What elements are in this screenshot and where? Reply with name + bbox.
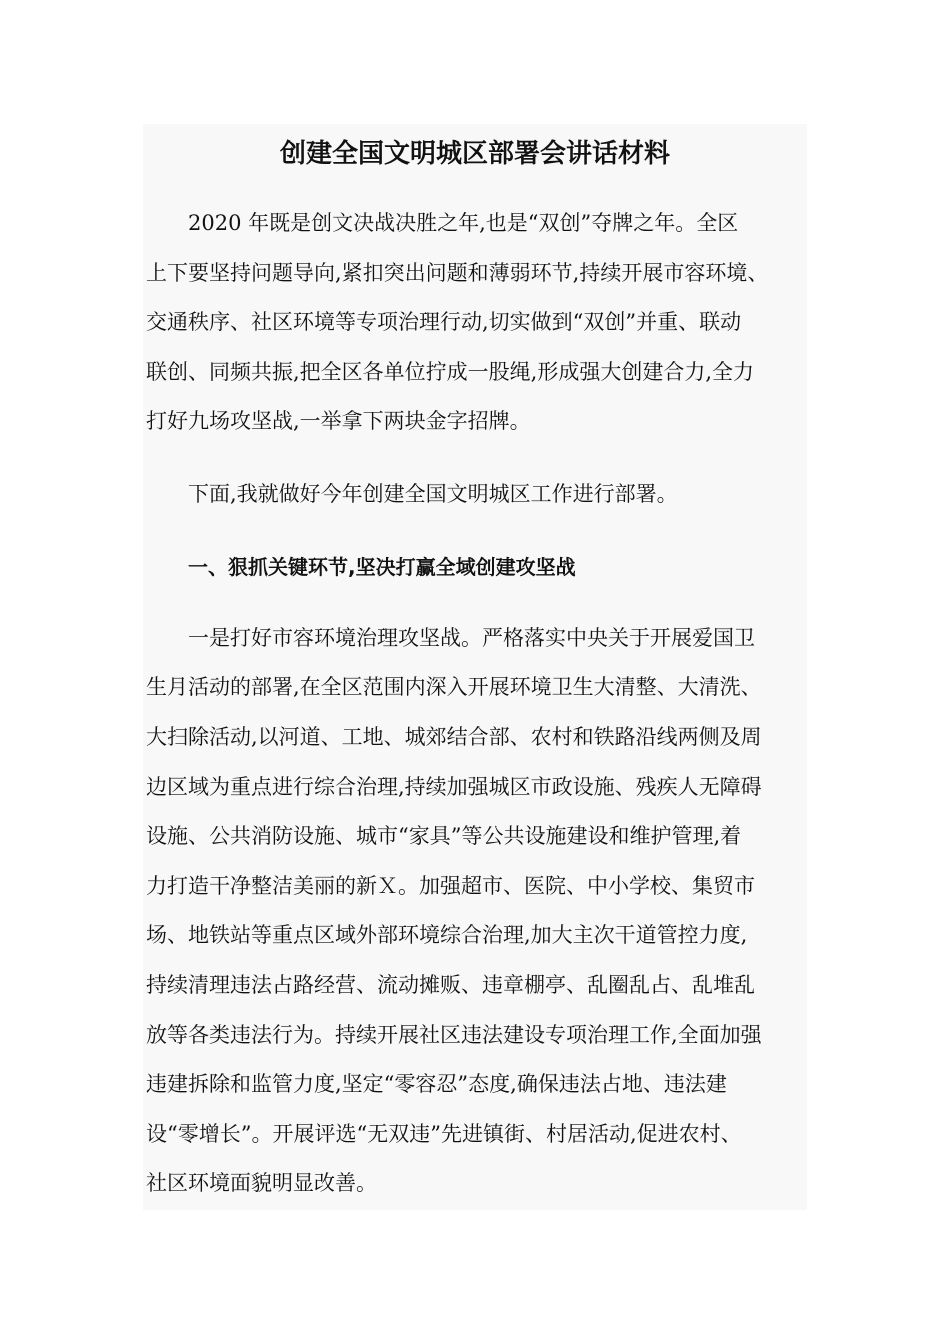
paragraph-1-line-2: 上下要坚持问题导向,紧扣突出问题和薄弱环节,持续开展市容环境、 bbox=[146, 261, 769, 285]
paragraph-3-line-9: 放等各类违法行为。持续开展社区违法建设专项治理工作,全面加强 bbox=[146, 1023, 762, 1047]
paragraph-3-line-7: 场、地铁站等重点区域外部环境综合治理,加大主次干道管控力度, bbox=[146, 923, 748, 947]
paragraph-3-line-3: 大扫除活动,以河道、工地、城郊结合部、农村和铁路沿线两侧及周 bbox=[146, 725, 762, 749]
paragraph-1-line-5: 打好九场攻坚战,一举拿下两块金字招牌。 bbox=[146, 409, 531, 433]
paragraph-1-line-4: 联创、同频共振,把全区各单位拧成一股绳,形成强大创建合力,全力 bbox=[146, 360, 755, 384]
paragraph-3-line-12: 社区环境面貌明显改善。 bbox=[146, 1171, 377, 1195]
paragraph-3-line-2: 生月活动的部署,在全区范围内深入开展环境卫生大清整、大清洗、 bbox=[146, 675, 762, 699]
paragraph-3-line-5: 设施、公共消防设施、城市“家具”等公共设施建设和维护管理,着 bbox=[146, 824, 742, 848]
document-title: 创建全国文明城区部署会讲话材料 bbox=[279, 139, 670, 169]
paragraph-2-line-1: 下面,我就做好今年创建全国文明城区工作进行部署。 bbox=[188, 482, 678, 506]
section-1-heading: 一、狠抓关键环节,坚决打赢全域创建攻坚战 bbox=[188, 555, 576, 579]
paragraph-3-line-6: 力打造干净整洁美丽的新Ｘ。加强超市、医院、中小学校、集贸市 bbox=[146, 874, 755, 898]
paragraph-3-line-4: 边区域为重点进行综合治理,持续加强城区市政设施、残疾人无障碍 bbox=[146, 775, 762, 799]
paragraph-3-line-11: 设“零增长”。开展评选“无双违”先进镇街、村居活动,促进农村、 bbox=[146, 1122, 742, 1146]
paragraph-3-line-8: 持续清理违法占路经营、流动摊贩、违章棚亭、乱圈乱占、乱堆乱 bbox=[146, 973, 755, 997]
paragraph-1-line-1: 2020 年既是创文决战决胜之年,也是“双创”夺牌之年。全区 bbox=[188, 211, 739, 235]
paragraph-3-line-1: 一是打好市容环境治理攻坚战。严格落实中央关于开展爱国卫 bbox=[188, 626, 755, 650]
paragraph-3-line-10: 违建拆除和监管力度,坚定“零容忍”态度,确保违法占地、违法建 bbox=[146, 1072, 727, 1096]
paragraph-1-line-3: 交通秩序、社区环境等专项治理行动,切实做到“双创”并重、联动 bbox=[146, 310, 742, 334]
